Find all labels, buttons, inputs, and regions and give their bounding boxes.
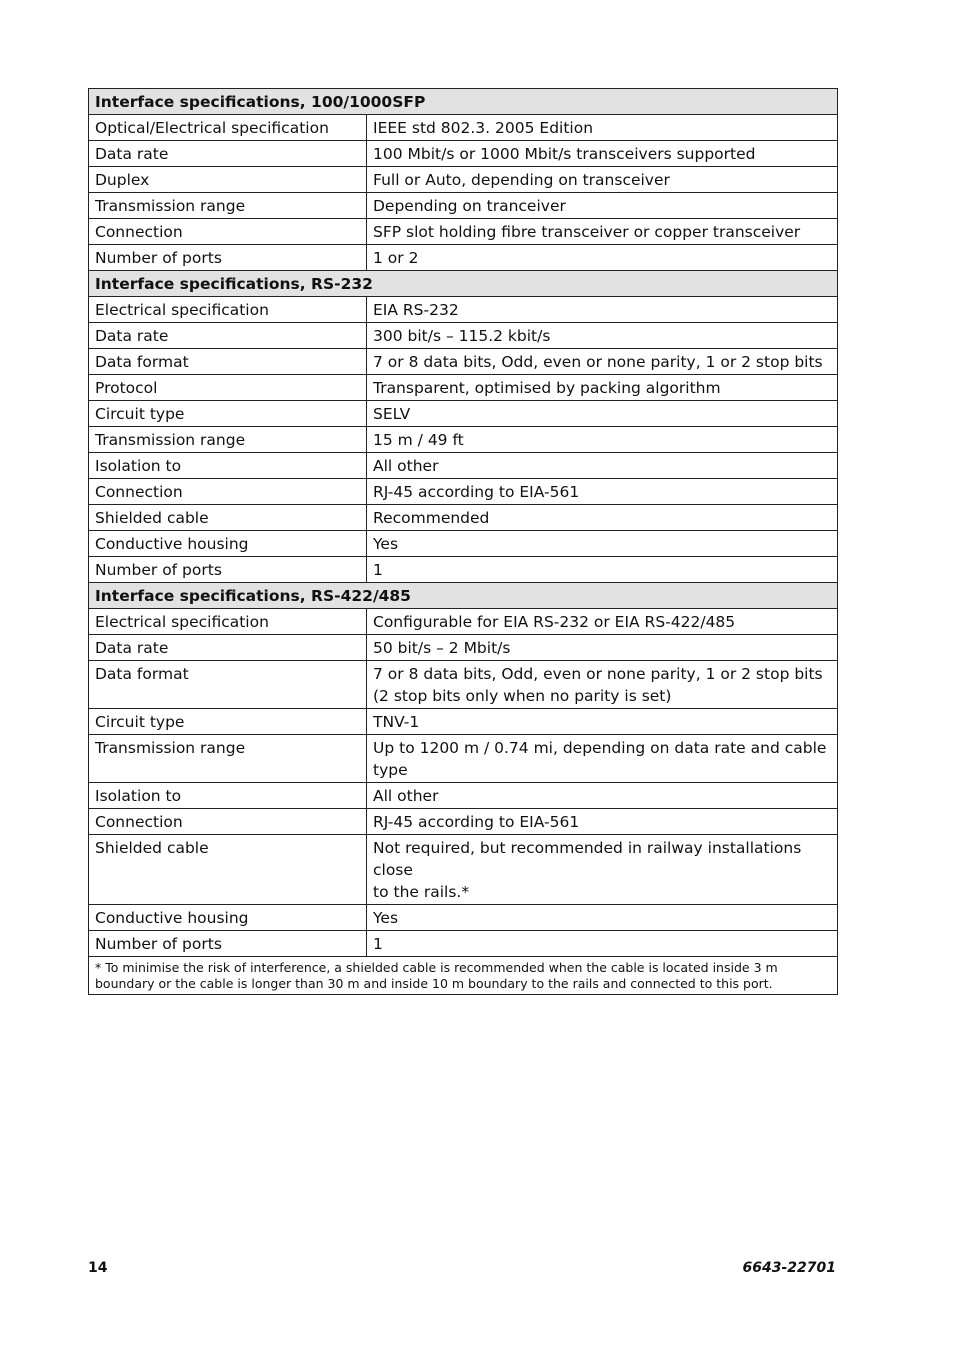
spec-label: Isolation to — [89, 783, 367, 809]
spec-value: RJ-45 according to EIA-561 — [367, 479, 838, 505]
table-row — [89, 835, 838, 905]
table-row — [89, 661, 838, 709]
table-row — [89, 635, 838, 661]
footnote-text: * To minimise the risk of interference, a shielded cable is recommended when the cable is located inside 3 m boundary or the cable is longer than 30 m and inside 10 m boundary to the rails and connected to this port. — [89, 957, 838, 995]
spec-value: TNV-1 — [367, 709, 838, 735]
spec-value: Up to 1200 m / 0.74 mi, depending on data rate and cable type — [367, 735, 838, 783]
spec-value: 1 or 2 — [367, 245, 838, 271]
table-row — [89, 167, 838, 193]
spec-label: Conductive housing — [89, 531, 367, 557]
spec-label: Electrical specification — [89, 297, 367, 323]
spec-label: Optical/Electrical specification — [89, 115, 367, 141]
spec-value: EIA RS-232 — [367, 297, 838, 323]
spec-value: SFP slot holding fibre transceiver or copper transceiver — [367, 219, 838, 245]
spec-label: Data rate — [89, 635, 367, 661]
table-row — [89, 297, 838, 323]
spec-label: Duplex — [89, 167, 367, 193]
spec-label: Electrical specification — [89, 609, 367, 635]
spec-label: Connection — [89, 809, 367, 835]
spec-label: Data format — [89, 349, 367, 375]
table-row — [89, 427, 838, 453]
spec-label: Transmission range — [89, 427, 367, 453]
spec-label: Number of ports — [89, 245, 367, 271]
spec-value: All other — [367, 453, 838, 479]
spec-label: Transmission range — [89, 735, 367, 783]
spec-label: Shielded cable — [89, 505, 367, 531]
spec-label: Connection — [89, 219, 367, 245]
table-row — [89, 323, 838, 349]
section-title: Interface specifications, RS-422/485 — [89, 583, 838, 609]
table-row — [89, 557, 838, 583]
spec-label: Circuit type — [89, 401, 367, 427]
spec-label: Conductive housing — [89, 905, 367, 931]
spec-value: Recommended — [367, 505, 838, 531]
table-row — [89, 375, 838, 401]
table-row — [89, 245, 838, 271]
spec-value: Configurable for EIA RS-232 or EIA RS-422/485 — [367, 609, 838, 635]
spec-label: Circuit type — [89, 709, 367, 735]
table-row — [89, 735, 838, 783]
spec-label: Data rate — [89, 323, 367, 349]
spec-value: 300 bit/s – 115.2 kbit/s — [367, 323, 838, 349]
table-row — [89, 709, 838, 735]
spec-value: 7 or 8 data bits, Odd, even or none parity, 1 or 2 stop bits (2 stop bits only when no parity is set) — [367, 661, 838, 709]
spec-label: Shielded cable — [89, 835, 367, 905]
spec-label: Protocol — [89, 375, 367, 401]
spec-value: Not required, but recommended in railway installations close to the rails.* — [367, 835, 838, 905]
table-row — [89, 219, 838, 245]
spec-value: Depending on tranceiver — [367, 193, 838, 219]
section-title: Interface specifications, 100/1000SFP — [89, 89, 838, 115]
spec-table-body — [89, 89, 838, 995]
spec-table — [88, 88, 838, 995]
table-row — [89, 141, 838, 167]
table-row — [89, 783, 838, 809]
spec-label: Connection — [89, 479, 367, 505]
table-row — [89, 453, 838, 479]
table-row — [89, 115, 838, 141]
table-row — [89, 905, 838, 931]
spec-value: 1 — [367, 557, 838, 583]
spec-label: Number of ports — [89, 557, 367, 583]
spec-label: Isolation to — [89, 453, 367, 479]
spec-value: 15 m / 49 ft — [367, 427, 838, 453]
spec-label: Transmission range — [89, 193, 367, 219]
table-row — [89, 609, 838, 635]
spec-value: IEEE std 802.3. 2005 Edition — [367, 115, 838, 141]
table-row — [89, 349, 838, 375]
spec-value: 7 or 8 data bits, Odd, even or none parity, 1 or 2 stop bits — [367, 349, 838, 375]
spec-value: Transparent, optimised by packing algorithm — [367, 375, 838, 401]
table-row — [89, 401, 838, 427]
spec-value: 100 Mbit/s or 1000 Mbit/s transceivers supported — [367, 141, 838, 167]
spec-value: All other — [367, 783, 838, 809]
spec-value: Yes — [367, 531, 838, 557]
table-row — [89, 931, 838, 957]
document-number: 6643-22701 — [742, 1260, 836, 1276]
page-number: 14 — [88, 1260, 108, 1276]
section-header-row — [89, 271, 838, 297]
spec-label: Number of ports — [89, 931, 367, 957]
spec-value: 50 bit/s – 2 Mbit/s — [367, 635, 838, 661]
table-row — [89, 809, 838, 835]
table-row — [89, 531, 838, 557]
spec-value: RJ-45 according to EIA-561 — [367, 809, 838, 835]
section-title: Interface specifications, RS-232 — [89, 271, 838, 297]
section-header-row — [89, 583, 838, 609]
spec-label: Data rate — [89, 141, 367, 167]
spec-value: Full or Auto, depending on transceiver — [367, 167, 838, 193]
table-row — [89, 505, 838, 531]
footnote-row — [89, 957, 838, 995]
spec-label: Data format — [89, 661, 367, 709]
spec-value: 1 — [367, 931, 838, 957]
table-row — [89, 479, 838, 505]
table-row — [89, 193, 838, 219]
spec-value: Yes — [367, 905, 838, 931]
section-header-row — [89, 89, 838, 115]
spec-value: SELV — [367, 401, 838, 427]
